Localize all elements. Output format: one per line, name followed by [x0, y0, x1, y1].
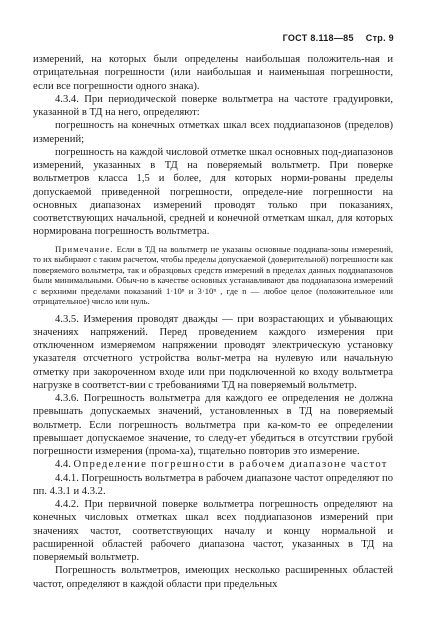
page-number: Стр. 9 [365, 33, 394, 43]
note-heading: Примечание. [55, 243, 114, 254]
document-body [33, 53, 393, 591]
note [33, 244, 393, 307]
paragraph: погрешность на каждой числовой отметке шкал основных под-диапазонов измерений, указанных в ТД на поверяемый вольтметр. При поверке вольтметров класса 1,5 и более, для которых норми-рованы пределы допускаемой приведенной погрешности, определе-ние погрешности на основных диапазонах измерений проводят только при показаниях, соответствующих начальной, средней и конечной отметкам шкал, для которых нормирована погрешность вольтметра. [33, 146, 393, 238]
section-number: 4.4. [55, 459, 71, 471]
paragraph-4-4-1: 4.4.1. Погрешность вольтметра в рабочем диапазоне частот определяют по пп. 4.3.1 и 4.3.2. [33, 472, 393, 497]
section-title: Определение погрешности в рабочем диапазоне частот [73, 459, 388, 471]
page-header [283, 33, 394, 43]
paragraph-4-3-5: 4.3.5. Измерения проводят дважды — при возрастающих и убывающих значениях напряжений. Перед проведением каждого измерения при отключенном измеряемом напряжении проводят электрическую установку указателя отсчетного устройства вольт-метра на нулевую или начальную отметку при закороченном входе или при подключенной ко входу вольтметра нагрузке в соответст-вии с требованиями ТД на поверяемый вольтметр. [33, 313, 393, 391]
paragraph-4-4-2: 4.4.2. При первичной поверке вольтметра погрешность определяют на конечных числовых отметках шкал всех поддиапазонов измерений при значениях частот, соответствующих началу и концу нормальной и расширенной областей рабочего диапазона частот, указанных в ТД на поверяемый вольтметр. [33, 499, 393, 563]
paragraph: погрешность на конечных отметках шкал всех поддиапазонов (пределов) измерений; [33, 120, 393, 145]
paragraph: измерений, на которых были определены наибольшая положитель-ная и отрицательная погрешности (или наибольшая и наименьшая погрешности, если все погрешности одного знака). [33, 54, 393, 92]
paragraph-4-3-4: 4.3.4. При периодической поверке вольтметра на частоте градуировки, указанной в ТД на него, определяют: [33, 93, 393, 118]
note-text: Если в ТД на вольтметр не указаны основные поддиапа-зоны измерений, то их выбирают с таким расчетом, чтобы пределы допускаемой (доверительной) погрешности как поверяемого вольтметра, так и образцовых средств измерений в пределах данных поддиапазонов были минимальными. Обыч-но в качестве основных устанавливают два поддиапазона измерений с верхними пределами показаний 1·10ⁿ и 3·10ⁿ , где n — любое целое (положительное или отрицательное) число или нуль. [33, 243, 393, 306]
paragraph-4-3-6: 4.3.6. Погрешность вольтметра для каждого ее определения не должна превышать допускаемых значений, установленных в ТД на поверяемый вольтметр. Если погрешность вольтметра при ка-ком-то ее определении превышает допускаемое значение, то следу-ет убедиться в отсутствии грубой погрешности измерения (прома-ха), тщательно повторив это измерение. [33, 393, 393, 457]
section-4-4-heading [33, 458, 393, 471]
paragraph: Погрешность вольтметров, имеющих несколько расширенных областей частот, определяют в каждой области при предельных [33, 565, 393, 590]
standard-number: ГОСТ 8.118—85 [282, 33, 354, 43]
